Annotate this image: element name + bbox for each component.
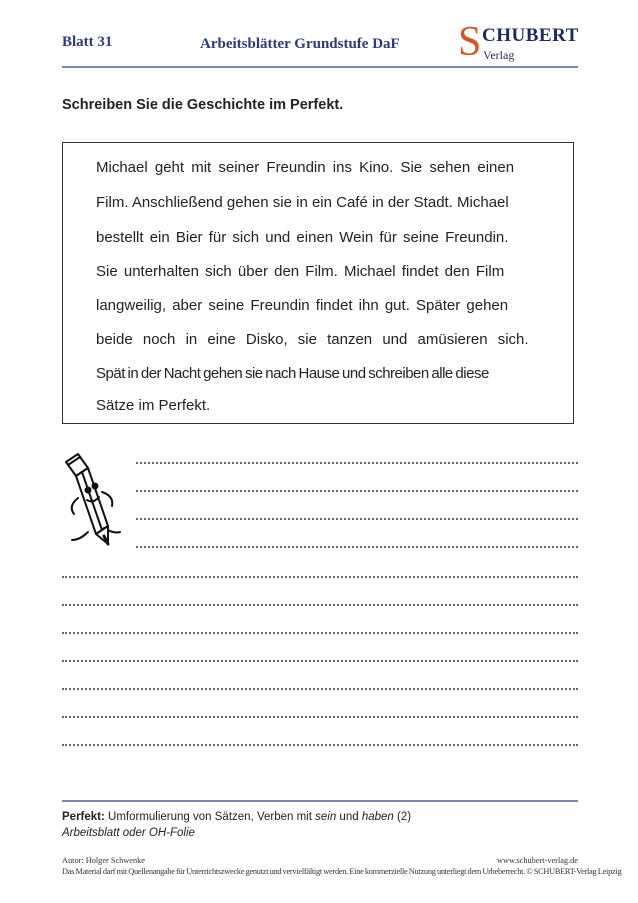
footer-divider [62, 800, 578, 802]
series-title: Arbeitsblätter Grundstufe DaF [200, 36, 400, 52]
story-line: Michael geht mit seiner Freundin ins Kino. Sie sehen einen [96, 159, 515, 176]
story-line: Sätze im Perfekt. [96, 397, 211, 414]
website-link[interactable]: www.schubert-verlag.de [496, 856, 578, 865]
story-line: beide noch in eine Disko, sie tanzen und amüsieren sich. [96, 331, 529, 348]
story-box [62, 142, 574, 424]
story-line: Film. Anschließend gehen sie in ein Café in der Stadt. Michael [96, 194, 509, 211]
story-line: Sie unterhalten sich über den Film. Michael findet den Film [96, 263, 505, 280]
sheet-number: Blatt 31 [62, 34, 113, 50]
author-credit: Autor: Holger Schwenke [62, 856, 145, 865]
story-line: langweilig, aber seine Freundin findet ihn gut. Später gehen [96, 297, 509, 314]
copyright-notice: Das Material darf mit Quellenangabe für Unterrichtszwecke genutzt und vervielfältigt werden. Eine kommerzielle Nutzung unterliegt dem Urheberrecht. © SCHUBERT-Verlag Leipzig [62, 867, 622, 876]
writing-line[interactable] [136, 546, 578, 548]
writing-line[interactable] [136, 490, 578, 492]
pencil-icon [58, 448, 124, 560]
footer-topic [62, 811, 411, 823]
footer-topic-haben: haben [361, 811, 394, 823]
writing-line[interactable] [62, 576, 578, 578]
footer-subtitle: Arbeitsblatt oder OH-Folie [62, 827, 195, 839]
footer-topic-text: Umformulierung von Sätzen, Verben mit [104, 811, 316, 823]
writing-line[interactable] [136, 518, 578, 520]
writing-line[interactable] [62, 604, 578, 606]
story-line: bestellt ein Bier für sich und einen Wein für seine Freundin. [96, 229, 509, 246]
footer-topic-text: (2) [393, 811, 412, 823]
logo-initial: S [458, 19, 482, 65]
writing-line[interactable] [62, 632, 578, 634]
footer-topic-sein: sein [315, 811, 337, 823]
writing-line[interactable] [62, 744, 578, 746]
task-instruction: Schreiben Sie die Geschichte im Perfekt. [62, 97, 344, 113]
writing-line[interactable] [62, 688, 578, 690]
writing-line[interactable] [136, 462, 578, 464]
writing-line[interactable] [62, 660, 578, 662]
publisher-logo [458, 18, 578, 66]
footer-topic-bold: Perfekt: [62, 811, 105, 823]
writing-line[interactable] [62, 716, 578, 718]
logo-subtitle: Verlag [483, 48, 515, 62]
story-line: Spät in der Nacht gehen sie nach Hause und schreiben alle diese [96, 365, 489, 382]
logo-name: CHUBERT [482, 25, 579, 46]
footer-topic-text: und [336, 811, 362, 823]
header-divider [62, 66, 578, 68]
